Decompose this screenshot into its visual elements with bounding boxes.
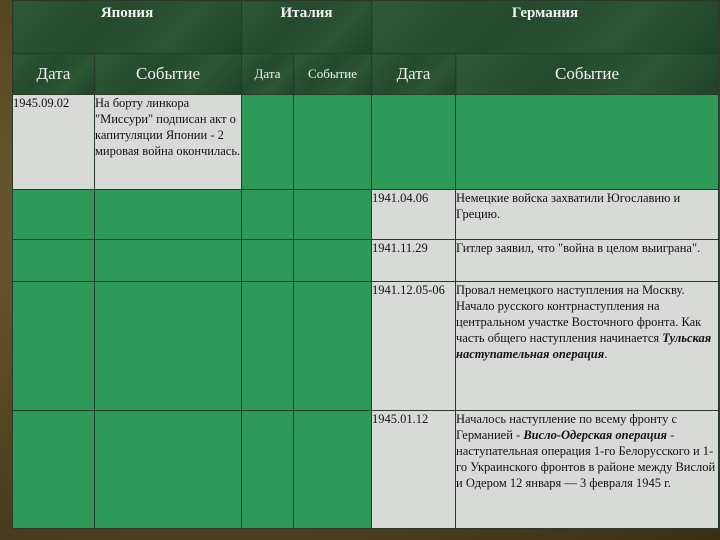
header-italy: Италия [242,1,372,54]
empty-cell [372,95,456,190]
germany-date-cell: 1941.04.06 [372,190,456,240]
empty-cell [294,240,372,282]
empty-cell [294,190,372,240]
header-japan: Япония [13,1,242,54]
empty-cell [95,190,242,240]
germany-date-cell: 1941.12.05-06 [372,282,456,411]
empty-cell [95,411,242,529]
germany-date-header: Дата [372,54,456,95]
history-table [12,0,719,529]
empty-cell [242,240,294,282]
italy-date-header: Дата [242,54,294,95]
empty-cell [242,411,294,529]
italy-event-header: Событие [294,54,372,95]
emphasized-operation: Висло-Одерская операция [523,428,667,442]
japan-date-cell: 1945.09.02 [13,95,95,190]
empty-cell [242,190,294,240]
empty-cell [294,95,372,190]
empty-cell [13,190,95,240]
empty-cell [456,95,719,190]
germany-date-cell: 1945.01.12 [372,411,456,529]
header-germany: Германия [372,1,719,54]
empty-cell [294,411,372,529]
germany-date-cell: 1941.11.29 [372,240,456,282]
japan-event-header: Событие [95,54,242,95]
empty-cell [13,282,95,411]
empty-cell [13,411,95,529]
germany-event-cell: Началось наступление по всему фронту с Германией - Висло-Одерская операция - наступательная операция 1-го Белорусского и 1-го Украинского фронтов в районе между Вислой и Одером 12 января — 3 февраля 1945 г. [456,411,719,529]
japan-date-header: Дата [13,54,95,95]
germany-event-header: Событие [456,54,719,95]
germany-event-cell: Гитлер заявил, что "война в целом выиграна". [456,240,719,282]
empty-cell [294,282,372,411]
empty-cell [242,95,294,190]
empty-cell [95,240,242,282]
emphasized-operation: Тульская наступательная операция [456,331,712,361]
japan-event-cell: На борту линкора "Миссури" подписан акт о капитуляции Японии - 2 мировая война окончилась. [95,95,242,190]
germany-event-cell: Немецкие войска захватили Югославию и Грецию. [456,190,719,240]
empty-cell [95,282,242,411]
empty-cell [242,282,294,411]
empty-cell [13,240,95,282]
germany-event-cell: Провал немецкого наступления на Москву. Начало русского контрнаступления на центральном участке Восточного фронта. Как часть общего наступления начинается Тульская наступательная операция. [456,282,719,411]
